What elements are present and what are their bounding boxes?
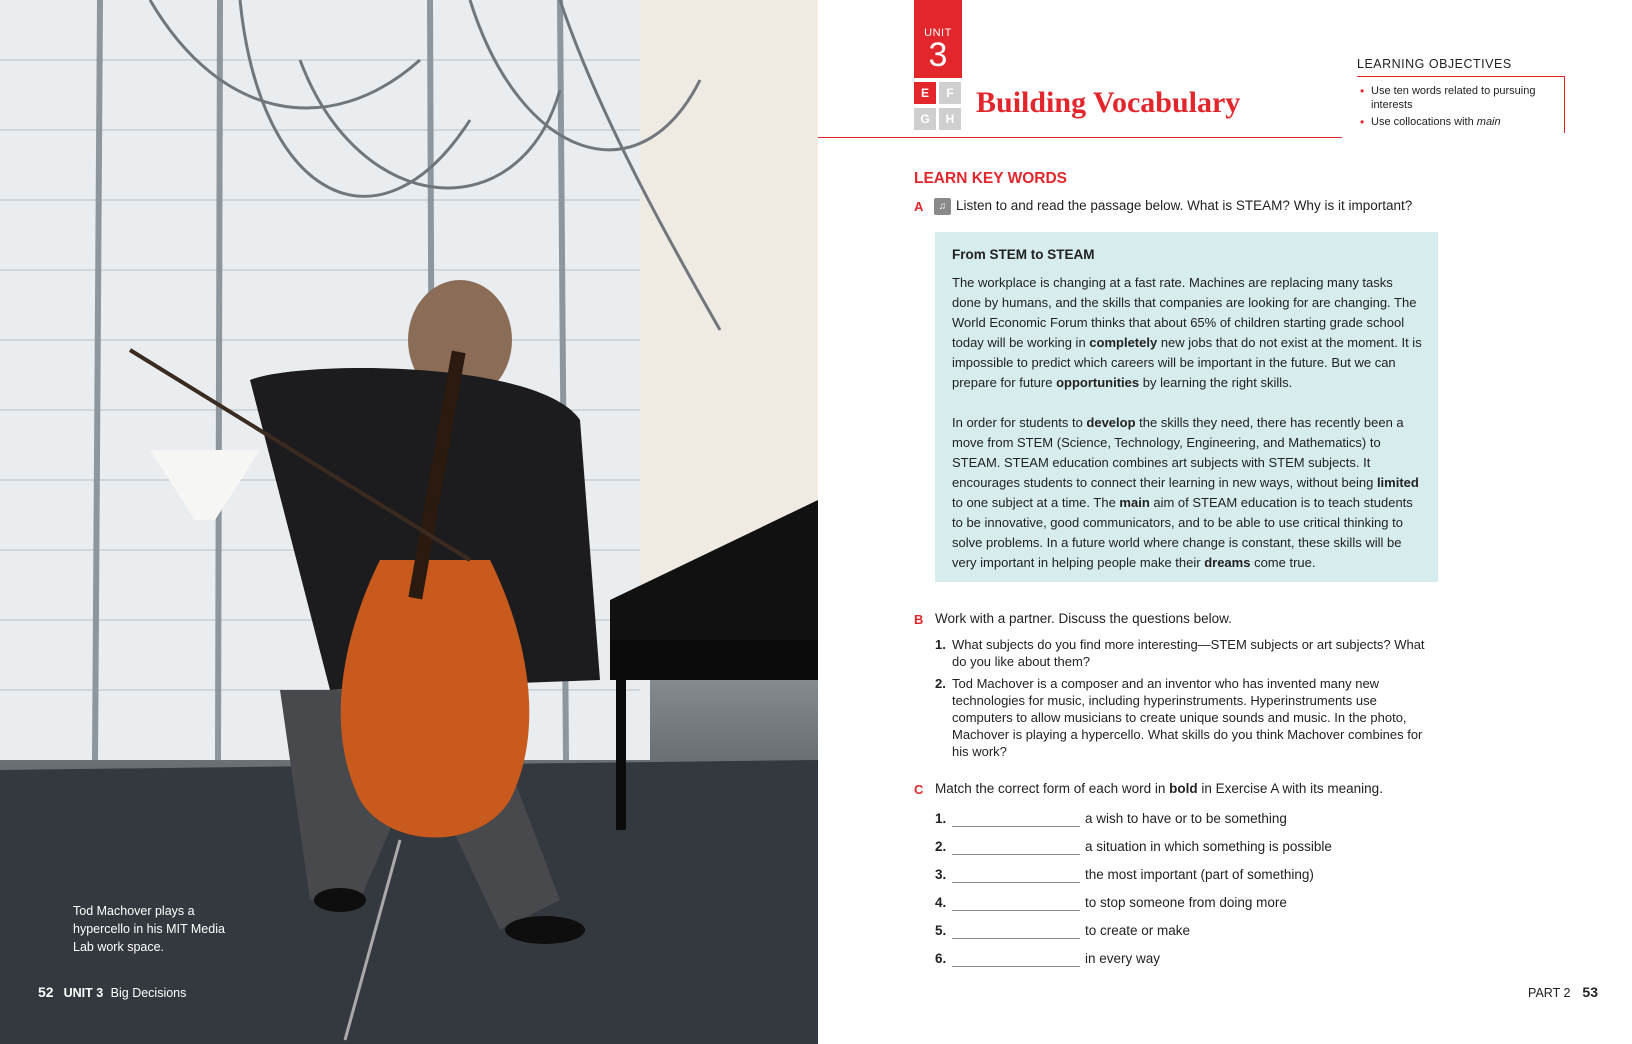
answer-blank[interactable]: [952, 910, 1080, 911]
passage-paragraph-1: The workplace is changing at a fast rate. Machines are replacing many tasks done by humans, and the skills that companies are looking for are changing. The World Economic Forum thinks that about 65% of children starting grade school today will be working in completely new jobs that do not exist at the moment. It is impossible to predict which careers will be important in the future. But we can prepare for future opportunities by learning the right skills.: [952, 275, 1422, 390]
exercise-c-instruction: Match the correct form of each word in bold in Exercise A with its meaning.: [935, 781, 1383, 796]
objective-item: • Use collocations with main: [1357, 115, 1557, 129]
title-rule: [818, 137, 1342, 138]
answer-blank[interactable]: [952, 966, 1080, 967]
exercise-b-letter: B: [914, 612, 924, 627]
reading-passage: [935, 232, 1438, 582]
answer-blank[interactable]: [952, 938, 1080, 939]
key-word: limited: [1376, 475, 1419, 490]
question-item: 2. Tod Machover is a composer and an inventor who has invented many new technologies for music, including hyperinstruments. Hyperinstruments use computers to allow musicians to create unique sounds and music. In the photo, Machover is playing a hypercello. What skills do you think Machover combines for his work?: [935, 676, 1423, 759]
section-heading: LEARN KEY WORDS: [914, 170, 1068, 187]
unit-tab: [914, 0, 962, 78]
left-page-number: 52: [38, 984, 54, 1000]
objective-item: • Use ten words related to pursuing interests: [1357, 84, 1557, 112]
page-title: Building Vocabulary: [976, 86, 1241, 119]
audio-icon[interactable]: ♫: [934, 198, 951, 215]
unit-label: UNIT: [924, 27, 952, 39]
exercise-a-instruction: Listen to and read the passage below. What is STEAM? Why is it important?: [956, 198, 1413, 213]
answer-blank[interactable]: [952, 854, 1080, 855]
part-letter-g: G: [914, 108, 936, 130]
part-letter-e: E: [914, 82, 936, 104]
left-footer: [38, 984, 186, 1000]
answer-blank[interactable]: [952, 882, 1080, 883]
part-label: PART 2: [1528, 986, 1571, 1000]
exercise-c-letter: C: [914, 782, 924, 797]
unit-number: 3: [928, 36, 948, 74]
passage-title: From STEM to STEAM: [952, 247, 1095, 262]
footer-unit-title: Big Decisions: [110, 986, 187, 1000]
discussion-questions: [935, 636, 1435, 765]
key-word: completely: [1089, 335, 1158, 350]
passage-paragraph-2: In order for students to develop the skills they need, there has recently been a move from STEM (Science, Technology, Engineering, and Mathematics) to STEAM. STEAM education combines art subjects with STEM subjects. It encourages students to connect their learning in new ways, without being limited to one subject at a time. The main aim of STEAM education is to teach students to be innovative, good communicators, and to be able to use critical thinking to solve problems. In a future world where change is constant, these skills will be very important in helping people make their dreams come true.: [952, 415, 1419, 570]
learning-objectives-list: [1357, 84, 1557, 132]
part-letter-f: F: [939, 82, 961, 104]
answer-blank[interactable]: [952, 826, 1080, 827]
part-letter-h: H: [939, 108, 961, 130]
key-word: opportunities: [1056, 375, 1140, 390]
exercise-a-letter: A: [914, 199, 924, 214]
exercise-b-instruction: Work with a partner. Discuss the questions below.: [935, 611, 1232, 626]
right-page-number: 53: [1582, 984, 1598, 1000]
key-word: dreams: [1204, 555, 1251, 570]
footer-unit-label: UNIT 3: [63, 986, 104, 1000]
learning-objectives-heading: LEARNING OBJECTIVES: [1357, 57, 1512, 71]
key-word: develop: [1086, 415, 1136, 430]
key-word: main: [1119, 495, 1150, 510]
right-footer: [1528, 984, 1598, 1000]
photo-caption: Tod Machover plays a hypercello in his MIT Media Lab work space.: [73, 904, 225, 954]
question-item: 1. What subjects do you find more interesting—STEM subjects or art subjects? What do you like about them?: [935, 637, 1425, 669]
